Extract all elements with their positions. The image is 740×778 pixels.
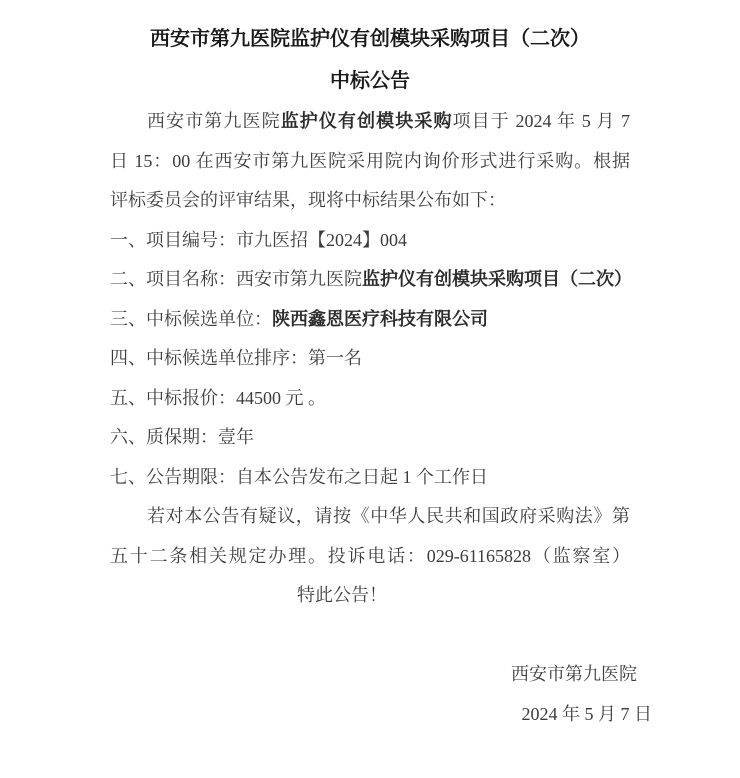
item-bid-price [110, 379, 630, 419]
text-segment: 六、质保期：壹年 [110, 427, 254, 447]
item-project-name [110, 260, 630, 300]
text-segment: 陕西鑫恩医疗科技有限公司 [272, 308, 488, 329]
text-segment: 日 15：00 在西安市第九医院采用院内询价形式进行采购。根据 [110, 150, 630, 171]
text-segment: 西安市第九医院 [147, 111, 281, 131]
text-segment: 项目于 2024 年 5 月 7 [452, 111, 631, 131]
text-segment: 监护仪有创模块采购项目（二次） [362, 269, 632, 289]
text-segment: 五、中标报价：44500 元 。 [110, 387, 326, 408]
item-project-number [110, 221, 630, 261]
closing-statement [110, 576, 630, 616]
item-warranty-period [110, 418, 630, 458]
text-segment: 西安市第九医院 [511, 664, 637, 684]
document-body [0, 102, 740, 734]
intro-line-1 [110, 102, 630, 142]
item-announcement-period [110, 458, 630, 498]
text-segment: 监护仪有创模块采购 [280, 111, 453, 131]
text-segment: 评标委员会的评审结果，现将中标结果公布如下： [110, 190, 506, 210]
item-candidate-ranking [110, 339, 630, 379]
text-segment: 2024 年 5 月 7 日 [521, 703, 652, 724]
text-segment: 二、项目名称：西安市第九医院 [110, 269, 362, 289]
document-title: 西安市第九医院监护仪有创模块采购项目（二次） [150, 28, 590, 50]
text-segment: 五十二条相关规定办理。投诉电话：029-61165828（监察室） [110, 545, 630, 566]
appeal-line-2 [110, 537, 630, 577]
blank-line [110, 616, 630, 656]
appeal-line-1 [110, 497, 630, 537]
text-segment: 一、项目编号：市九医招【2024】004 [110, 229, 407, 250]
text-segment: 四、中标候选单位排序：第一名 [110, 348, 362, 368]
item-winning-candidate [110, 300, 630, 340]
intro-line-2 [110, 142, 630, 182]
text-segment: 特此公告！ [297, 585, 387, 605]
signature-org [110, 655, 637, 695]
text-segment: 若对本公告有疑议，请按《中华人民共和国政府采购法》第 [147, 506, 630, 526]
document-subtitle: 中标公告 [330, 70, 410, 92]
signature-date [110, 695, 652, 735]
text-segment: 七、公告期限：自本公告发布之日起 1 个工作日 [110, 466, 488, 487]
intro-line-3 [110, 181, 630, 221]
text-segment: 三、中标候选单位： [110, 308, 272, 329]
